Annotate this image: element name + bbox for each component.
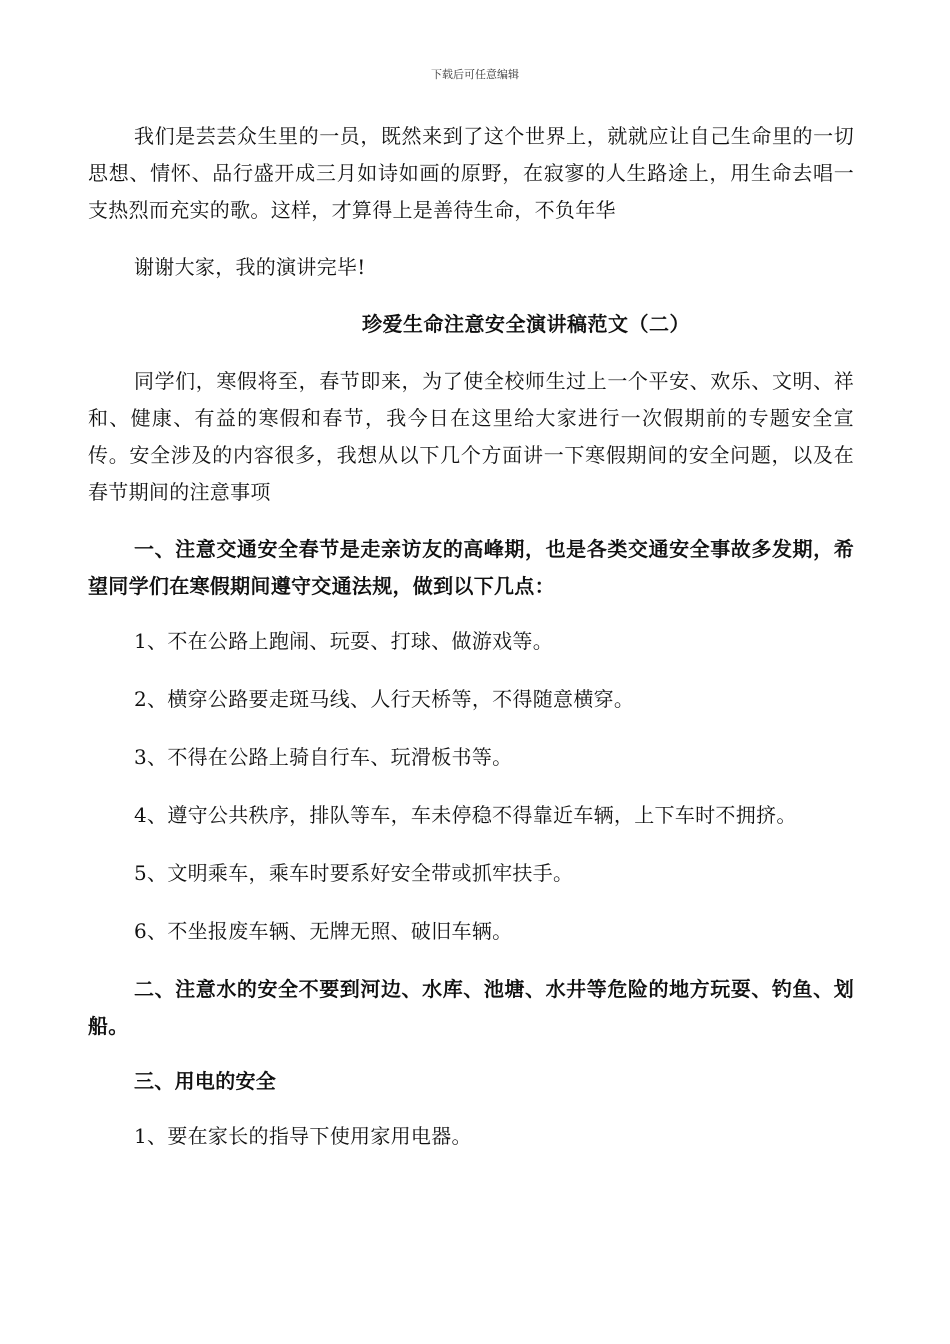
- list-item: 5、文明乘车，乘车时要系好安全带或抓牢扶手。: [134, 861, 574, 885]
- heading-water-safety: 二、注意水的安全不要到河边、水库、池塘、水井等危险的地方玩耍、钓鱼、划船。: [88, 977, 854, 1038]
- list-item: 2、横穿公路要走斑马线、人行天桥等，不得随意横穿。: [134, 687, 635, 711]
- heading-electric-safety: 三、用电的安全: [134, 1069, 277, 1093]
- list-item: 6、不坐报废车辆、无牌无照、破旧车辆。: [134, 919, 513, 943]
- document-body: [88, 118, 854, 1176]
- list-item: 3、不得在公路上骑自行车、玩滑板书等。: [134, 745, 513, 769]
- list-item: 4、遵守公共秩序，排队等车，车未停稳不得靠近车辆，上下车时不拥挤。: [134, 803, 797, 827]
- heading-traffic-safety: 一、注意交通安全春节是走亲访友的高峰期，也是各类交通安全事故多发期，希望同学们在寒假期间遵守交通法规，做到以下几点：: [88, 537, 854, 598]
- paragraph-opening: 同学们，寒假将至，春节即来，为了使全校师生过上一个平安、欢乐、文明、祥和、健康、有益的寒假和春节，我今日在这里给大家进行一次假期前的专题安全宣传。安全涉及的内容很多，我想从以下几个方面讲一下寒假期间的安全问题，以及在春节期间的注意事项: [88, 369, 854, 504]
- paragraph-intro: 我们是芸芸众生里的一员，既然来到了这个世界上，就就应让自己生命里的一切思想、情怀、品行盛开成三月如诗如画的原野，在寂寥的人生路途上，用生命去唱一支热烈而充实的歌。这样，才算得上是善待生命，不负年华: [88, 124, 854, 222]
- header-note: 下载后可任意编辑: [431, 68, 519, 81]
- paragraph-thanks: 谢谢大家，我的演讲完毕!: [134, 255, 366, 279]
- section-title: 珍爱生命注意安全演讲稿范文（二）: [362, 312, 690, 336]
- list-item: 1、要在家长的指导下使用家用电器。: [134, 1124, 472, 1148]
- list-item: 1、不在公路上跑闹、玩耍、打球、做游戏等。: [134, 629, 554, 653]
